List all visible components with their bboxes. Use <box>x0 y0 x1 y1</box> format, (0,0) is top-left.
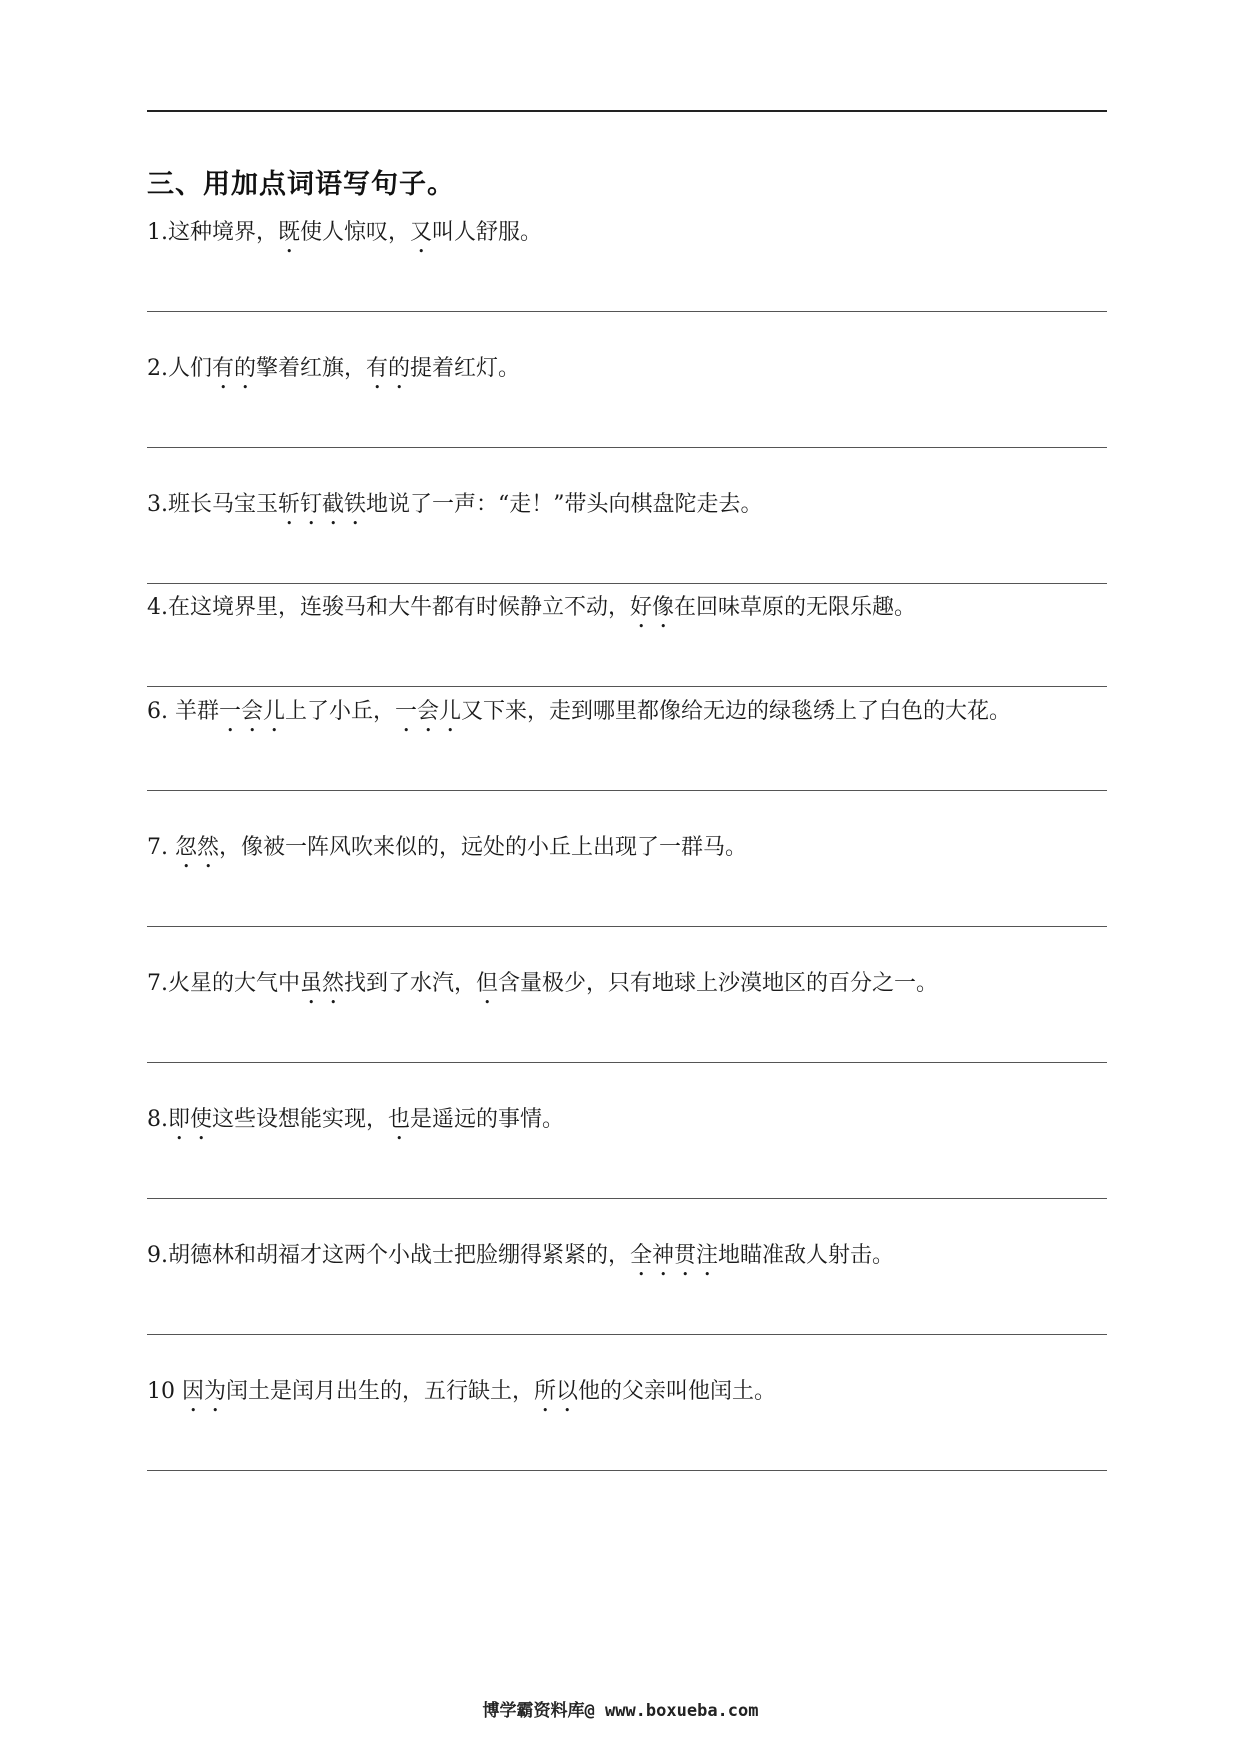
emphasized-word: 忽然 <box>174 835 219 860</box>
question-text: 10 <box>147 1379 182 1404</box>
question-8 <box>147 1105 564 1145</box>
question-text: 是遥远的事情。 <box>410 1107 565 1132</box>
question-10 <box>147 1377 776 1417</box>
answer-line[interactable] <box>147 447 1107 448</box>
answer-line[interactable] <box>147 790 1107 791</box>
question-text: 9.胡德林和胡福才这两个小战士把脸绷得紧紧的， <box>147 1243 630 1268</box>
question-9 <box>147 1241 894 1281</box>
question-text: 含量极少，只有地球上沙漠地区的百分之一。 <box>498 971 939 996</box>
question-text: 地瞄准敌人射击。 <box>718 1243 895 1268</box>
emphasized-word: 一会儿 <box>395 699 462 724</box>
question-7 <box>147 969 938 1009</box>
question-4 <box>147 593 916 633</box>
question-text: 4.在这境界里，连骏马和大牛都有时候静立不动， <box>147 595 630 620</box>
emphasized-word: 但 <box>476 971 499 996</box>
question-text: 这些设想能实现， <box>212 1107 389 1132</box>
emphasized-word: 既 <box>278 220 301 245</box>
question-text: 叫人舒服。 <box>432 220 543 245</box>
question-5 <box>147 697 1011 737</box>
question-text: 上了小丘， <box>285 699 396 724</box>
emphasized-word: 又 <box>410 220 433 245</box>
question-text: 2.人们 <box>147 356 212 381</box>
question-text: 使人惊叹， <box>300 220 411 245</box>
emphasized-word: 有的 <box>366 356 411 381</box>
question-text: 地说了一声：“走！”带头向棋盘陀走去。 <box>366 492 763 517</box>
question-1 <box>147 218 542 258</box>
emphasized-word: 虽然 <box>300 971 345 996</box>
emphasized-word: 即使 <box>168 1107 213 1132</box>
answer-line[interactable] <box>147 1334 1107 1335</box>
question-text: 8. <box>147 1107 168 1132</box>
question-2 <box>147 354 520 394</box>
emphasized-word: 因为 <box>182 1379 227 1404</box>
question-text: 6. 羊群 <box>147 699 219 724</box>
question-text: 找到了水汽， <box>344 971 477 996</box>
answer-line[interactable] <box>147 1062 1107 1063</box>
question-text: 1.这种境界， <box>147 220 278 245</box>
question-text: 7. <box>147 835 175 860</box>
emphasized-word: 一会儿 <box>218 699 285 724</box>
section-title: 三、用加点词语写句子。 <box>147 169 455 200</box>
answer-line[interactable] <box>147 311 1107 312</box>
question-text: 7.火星的大气中 <box>147 971 300 996</box>
question-text: 3.班长马宝玉 <box>147 492 278 517</box>
question-text: 他的父亲叫他闰土。 <box>578 1379 777 1404</box>
answer-line[interactable] <box>147 583 1107 584</box>
answer-line[interactable] <box>147 686 1107 687</box>
question-text: 闰土是闰月出生的，五行缺土， <box>226 1379 535 1404</box>
question-3 <box>147 490 763 530</box>
answer-line[interactable] <box>147 1198 1107 1199</box>
question-text: 又下来，走到哪里都像给无边的绿毯绣上了白色的大花。 <box>461 699 1012 724</box>
top-divider-line <box>147 110 1107 112</box>
answer-line[interactable] <box>147 1470 1107 1471</box>
emphasized-word: 所以 <box>534 1379 579 1404</box>
question-text: 提着红灯。 <box>410 356 521 381</box>
emphasized-word: 斩钉截铁 <box>278 492 367 517</box>
emphasized-word: 有的 <box>212 356 257 381</box>
question-text: 擎着红旗， <box>256 356 367 381</box>
question-text: ，像被一阵风吹来似的，远处的小丘上出现了一群马。 <box>219 835 748 860</box>
emphasized-word: 好像 <box>630 595 675 620</box>
question-6 <box>147 833 747 873</box>
footer-watermark: 博学霸资料库@ www.boxueba.com <box>482 1701 759 1721</box>
answer-line[interactable] <box>147 926 1107 927</box>
emphasized-word: 全神贯注 <box>630 1243 719 1268</box>
question-text: 在回味草原的无限乐趣。 <box>674 595 917 620</box>
emphasized-word: 也 <box>388 1107 411 1132</box>
